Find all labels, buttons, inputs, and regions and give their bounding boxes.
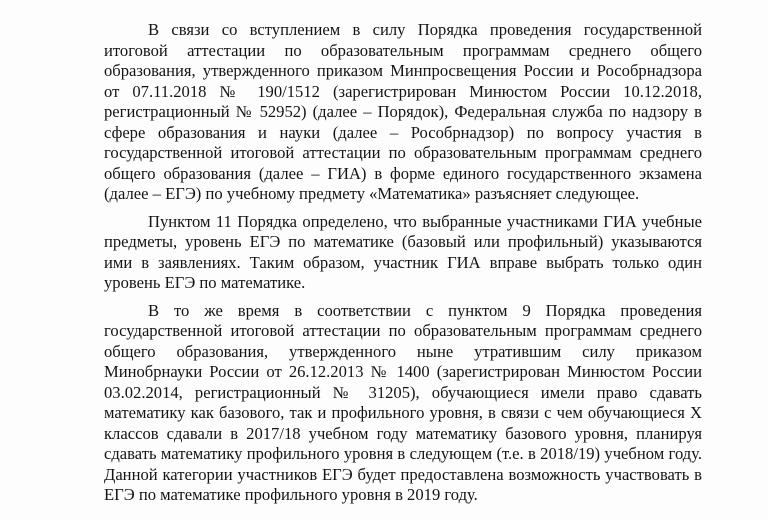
paragraph-1: В связи со вступлением в силу Порядка проведения государственной итоговой аттестации по образовательным программам среднего общего образования, утвержденного приказом Минпросвещения России и Рособрнадзора от 07.11.2018 № 190/1512 (зарегистрирован Минюстом России 10.12.2018, регистрационный № 52952) (далее – Порядок), Федеральная служба по надзору в сфере образования и науки (далее – Рособрнадзор) по вопросу участия в государственной итоговой аттестации по образовательным программам среднего общего образования (далее – ГИА) в форме единого государственного экзамена (далее – ЕГЭ) по учебному предмету «Математика» разъясняет следующее. [104, 20, 702, 203]
document-body [104, 20, 702, 506]
paragraph-3: В то же время в соответствии с пунктом 9 Порядка проведения государственной итоговой аттестации по образовательным программам среднего общего образования, утвержденного ныне утратившим силу приказом Минобрнауки России от 26.12.2013 № 1400 (зарегистрирован Минюстом России 03.02.2014, регистрационный № 31205), обучающиеся имели право сдавать математику как базового, так и профильного уровня, в связи с чем обучающиеся X классов сдавали в 2017/18 учебном году математику базового уровня, планируя сдавать математику профильного уровня в следующем (т.е. в 2018/19) учебном году. Данной категории участников ЕГЭ будет предоставлена возможность участвовать в ЕГЭ по математике профильного уровня в 2019 году. [104, 300, 702, 504]
paragraph-2: Пунктом 11 Порядка определено, что выбранные участниками ГИА учебные предметы, уровень ЕГЭ по математике (базовый или профильный) указываются ими в заявлениях. Таким образом, участник ГИА вправе выбрать только один уровень ЕГЭ по математике. [104, 211, 702, 292]
